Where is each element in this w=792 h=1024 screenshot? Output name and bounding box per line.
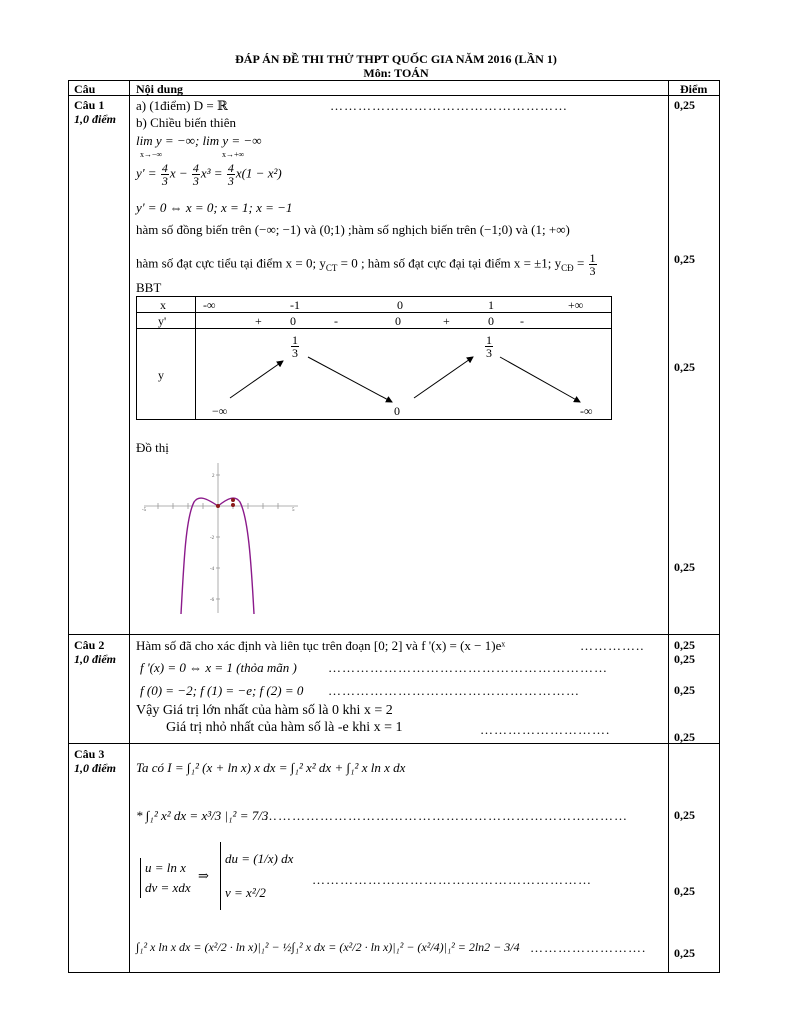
bbt-sign: 0 (488, 314, 494, 328)
svg-text:5: 5 (292, 508, 295, 513)
header-noi-dung: Nội dung (136, 82, 184, 96)
bbt-low: 0 (394, 404, 400, 418)
score: 0,25 (674, 360, 695, 374)
dots: ……………………. (530, 940, 647, 955)
cau2-line4: Vậy Giá trị lớn nhất của hàm số là 0 khi x = 2 (136, 703, 393, 718)
score: 0,25 (674, 98, 695, 112)
svg-text:-2: -2 (210, 536, 215, 541)
bbt-sign: 0 (395, 314, 401, 328)
dots: …………………………………………………… (312, 872, 592, 887)
implies-icon: ⇒ (198, 868, 209, 883)
header-cau: Câu (74, 82, 96, 96)
bbt-low: -∞ (580, 404, 593, 418)
score: 0,25 (674, 730, 695, 744)
bbt-sign: - (520, 314, 524, 328)
col-divider (129, 80, 130, 973)
svg-text:-4: -4 (210, 567, 215, 572)
cau3-line1: Ta có I = ∫₁² (x + ln x) x dx = ∫₁² x² dx + ∫₁² x ln x dx (136, 760, 406, 775)
dots: …………………………………………… (330, 98, 568, 113)
bbt-x-val: 0 (397, 298, 403, 312)
cau3-substitution: u = ln x dv = xdx (140, 858, 191, 898)
bbt-x-val: 1 (488, 298, 494, 312)
cau1-label: Câu 1 1,0 điểm (74, 98, 116, 126)
cau3-line4: ∫₁² x ln x dx = (x²/2 · ln x)|₁² − ½∫₁² x dx = (x²/2 · ln x)|₁² − (x²/4)|₁² = 2ln2 − 3/4 (136, 940, 520, 954)
svg-text:2: 2 (212, 474, 215, 479)
score: 0,25 (674, 884, 695, 898)
svg-text:-6: -6 (210, 598, 215, 603)
header-diem: Điểm (680, 82, 708, 96)
bbt-yp-label: y' (158, 314, 167, 328)
score: 0,25 (674, 652, 695, 666)
score: 0,25 (674, 638, 695, 652)
svg-text:-5: -5 (142, 508, 147, 513)
bbt-y-label: y (158, 368, 164, 382)
cau3-result: du = (1/x) dx v = x²/2 (220, 842, 293, 910)
cau3-label: Câu 3 1,0 điểm (74, 747, 116, 775)
cau2-line5: Giá trị nhỏ nhất của hàm số là -e khi x = 1 (166, 720, 403, 735)
dots: …………………………………………………………………… (264, 808, 628, 823)
cau1-dongbien: hàm số đồng biến trên (−∞; −1) và (0;1) ;hàm số nghịch biến trên (−1;0) và (1; +∞) (136, 222, 570, 237)
lim-sub: x→+∞ (222, 150, 245, 159)
lim-sub: x→−∞ (140, 150, 163, 159)
score: 0,25 (674, 252, 695, 266)
score: 0,25 (674, 683, 695, 697)
col-divider (668, 80, 669, 973)
dots: …………………………………………………… (328, 660, 608, 675)
cau2-line1: Hàm số đã cho xác định và liên tục trên đoạn [0; 2] và f '(x) = (x − 1)eˣ (136, 638, 506, 653)
dots: ………………………. (480, 722, 611, 737)
score: 0,25 (674, 560, 695, 574)
cau1-cuctri: hàm số đạt cực tiểu tại điểm x = 0; $y_{CT} = 0$ ; hàm số đạt cực đại tại điểm x = ±1; $y_{CĐ}$ = $\frac{1}{3}$ (136, 251, 596, 278)
doc-title: ĐÁP ÁN ĐỀ THI THỬ THPT QUỐC GIA NĂM 2016 (LẦN 1) (235, 52, 557, 66)
score: 0,25 (674, 808, 695, 822)
cau2-label: Câu 2 1,0 điểm (74, 638, 116, 666)
cau2-line3: f (0) = −2; f (1) = −e; f (2) = 0 (140, 683, 304, 698)
bbt-sign: - (334, 314, 338, 328)
cau3-line2: * ∫₁² x² dx = x³/3 |₁² = 7/3 (136, 808, 269, 823)
cau1-zero: y' = 0 ⇔ x = 0; x = 1; x = −1 (136, 200, 293, 215)
doc-subject: Môn: TOÁN (363, 66, 429, 80)
dots: ……………………………………………… (328, 683, 580, 698)
bbt-max: $\frac{1}{3}$ (292, 333, 298, 360)
variation-table (136, 296, 612, 420)
bbt-sign: 0 (290, 314, 296, 328)
cau1-lim: lim y = −∞; lim y = −∞ (136, 133, 262, 148)
graph-label: Đồ thị (136, 440, 169, 455)
bbt-sign: + (443, 314, 450, 328)
bbt-max: $\frac{1}{3}$ (486, 333, 492, 360)
cau2-line2: f '(x) = 0 ⇔ x = 1 (thỏa mãn ) (140, 660, 297, 675)
bbt-label: BBT (136, 280, 162, 295)
dots: ………….. (580, 638, 645, 653)
bbt-x-label: x (160, 298, 166, 312)
bbt-x-val: -∞ (203, 298, 216, 312)
bbt-sign: + (255, 314, 262, 328)
bbt-low: −∞ (212, 404, 228, 418)
cau1-derivative: y' = $\frac{4}{3}$ x − $\frac{4}{3}$ x³ = $\frac{4}{3}$ x(1 − x²) (136, 161, 282, 188)
score: 0,25 (674, 946, 695, 960)
row-divider (68, 634, 720, 635)
cau1-b: b) Chiều biến thiên (136, 115, 237, 130)
function-graph (136, 458, 316, 618)
row-divider (68, 743, 720, 744)
bbt-x-val: +∞ (568, 298, 584, 312)
cau1-a: a) (1điểm) D = ℝ (136, 98, 228, 113)
bbt-x-val: -1 (290, 298, 300, 312)
